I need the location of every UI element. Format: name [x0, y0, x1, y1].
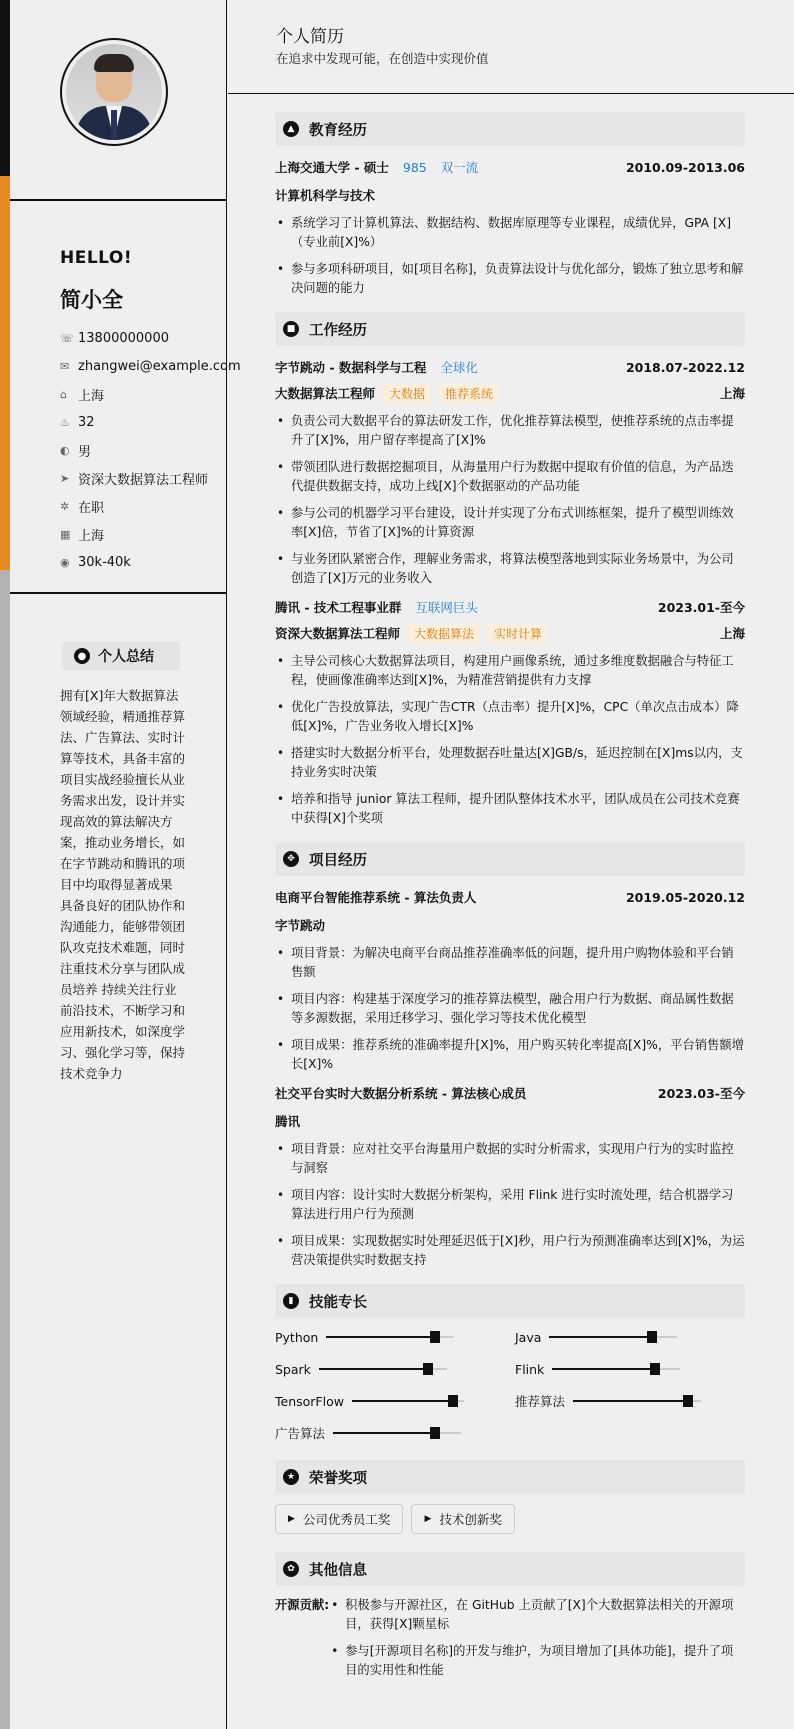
company-name: 腾讯 - 技术工程事业群 [275, 600, 402, 615]
page-subtitle: 在追求中发现可能，在创造中实现价值 [276, 51, 489, 66]
skill-bar [549, 1336, 677, 1338]
avatar [60, 38, 168, 146]
contact-position: ➤ 资深大数据算法工程师 [60, 471, 209, 488]
job-role: 大数据算法工程师 [275, 386, 376, 401]
contact-gender: ◐ 男 [60, 443, 92, 460]
play-icon: ▶ [424, 1514, 432, 1524]
list-item: • 项目内容：设计实时大数据分析架构，采用 Flink 进行实时流处理，结合机器学习算法进行用户行为预测 [275, 1186, 745, 1224]
contact-city: ⌂ 上海 [60, 387, 105, 404]
page-header [228, 0, 794, 94]
company-tag: 全球化 [440, 360, 478, 375]
skill-advertising: 广告算法 [275, 1424, 515, 1442]
role-tag: 推荐系统 [439, 384, 499, 403]
skill-python: Python [275, 1328, 515, 1346]
contact-phone: ☏ 13800000000 [60, 330, 169, 346]
school-tag: 985 [402, 159, 427, 175]
skill-knob [650, 1363, 660, 1375]
contact-age: ♨ 32 [60, 414, 95, 430]
gender-icon: ◐ [60, 443, 70, 457]
age-icon: ♨ [60, 415, 70, 429]
education-section [275, 112, 745, 298]
list-item: • 主导公司核心大数据算法项目，构建用户画像系统，通过多维度数据融合与特征工程，使画像准确率达到[X]%，为精准营销提供有力支撑 [275, 652, 745, 690]
skill-recommendation: 推荐算法 [515, 1392, 745, 1410]
job-location: 上海 [719, 386, 745, 401]
candidate-name: 简小全 [60, 288, 123, 312]
building-icon: ▦ [60, 527, 71, 541]
awards-header: ★ 荣誉奖项 [275, 1460, 745, 1494]
awards-section [275, 1460, 745, 1534]
list-item: • 项目成果：实现数据实时处理延迟低于[X]秒，用户行为预测准确率达到[X]%，为运营决策提供实时数据支持 [275, 1232, 745, 1270]
skills-section [275, 1284, 745, 1442]
skill-flink: Flink [515, 1360, 745, 1378]
hello-text: HELLO! [60, 248, 133, 268]
company-tag: 互联网巨头 [415, 600, 478, 615]
work-section [275, 312, 745, 828]
job-role: 资深大数据算法工程师 [275, 626, 401, 641]
bar-chart-icon: ▮ [283, 1293, 299, 1309]
work-header: ■ 工作经历 [275, 312, 745, 346]
contact-location: ▦ 上海 [60, 527, 105, 544]
skill-knob [430, 1331, 440, 1343]
play-icon: ▶ [288, 1514, 295, 1524]
skill-bar [352, 1400, 464, 1402]
list-item: • 积极参与开源社区，在 GitHub 上贡献了[X]个大数据算法相关的开源项目，获得[X]颗星标 [329, 1596, 745, 1634]
list-item: • 系统学习了计算机算法、数据结构、数据库原理等专业课程，成绩优异，GPA [X]（专业前[X]%） [275, 214, 745, 252]
send-icon: ➤ [60, 471, 70, 485]
education-header: ▲ 教育经历 [275, 112, 745, 146]
skill-bar [573, 1400, 701, 1402]
other-header: ✿ 其他信息 [275, 1552, 745, 1586]
skill-knob [430, 1427, 440, 1439]
school-tag: 双一流 [440, 160, 479, 175]
list-item: • 参与[开源项目名称]的开发与维护，为项目增加了[具体功能]，提升了项目的实用性和性能 [329, 1642, 745, 1680]
status-icon: ✲ [60, 499, 70, 513]
list-item: • 带领团队进行数据挖掘项目，从海量用户行为数据中提取有价值的信息，为产品迭代提供数据支持，成功上线[X]个数据驱动的产品功能 [275, 458, 745, 496]
list-item: • 培养和指导 junior 算法工程师，提升团队整体技术水平，团队成员在公司技术竞赛中获得[X]个奖项 [275, 790, 745, 828]
sidebar [10, 0, 241, 1729]
role-tag: 大数据 [383, 384, 431, 403]
other-label: 开源贡献: [275, 1598, 330, 1612]
graduation-cap-icon: ▲ [283, 121, 299, 137]
skill-knob [423, 1363, 433, 1375]
skill-knob [683, 1395, 693, 1407]
skill-java: Java [515, 1328, 745, 1346]
list-item: • 项目背景：为解决电商平台商品推荐准确率低的问题，提升用户购物体验和平台销售额 [275, 944, 745, 982]
phone-icon: ☏ [60, 331, 74, 345]
project-name: 电商平台智能推荐系统 - 算法负责人 [275, 890, 477, 905]
major: 计算机科学与技术 [275, 188, 376, 203]
skill-knob [448, 1395, 458, 1407]
projects-section [275, 842, 745, 1270]
job-location: 上海 [719, 626, 745, 641]
list-item: • 与业务团队紧密合作，理解业务需求，将算法模型落地到实际业务场景中，为公司创造了[X]万元的业务收入 [275, 550, 745, 588]
project-date: 2023.03-至今 [657, 1086, 745, 1101]
award-icon: ★ [283, 1469, 299, 1485]
mail-icon: ✉ [60, 359, 70, 373]
other-section [275, 1552, 745, 1688]
contact-email: ✉ zhangwei@example.com [60, 358, 241, 374]
info-icon: ✿ [283, 1561, 299, 1577]
contact-salary: ◉ 30k-40k [60, 554, 131, 570]
education-date: 2010.09-2013.06 [625, 159, 745, 175]
company-name: 字节跳动 - 数据科学与工程 [275, 360, 427, 375]
award-badge: ▶ 公司优秀员工奖 [275, 1504, 403, 1534]
user-icon: ● [74, 648, 90, 664]
project-name: 社交平台实时大数据分析系统 - 算法核心成员 [275, 1086, 527, 1101]
skill-spark: Spark [275, 1360, 515, 1378]
list-item: • 优化广告投放算法，实现广告CTR（点击率）提升[X]%，CPC（单次点击成本）降低[X]%，广告业务收入增长[X]% [275, 698, 745, 736]
list-item: • 负责公司大数据平台的算法研发工作，优化推荐算法模型，使推荐系统的点击率提升了[X]%，用户留存率提高了[X]% [275, 412, 745, 450]
list-item: • 项目背景：应对社交平台海量用户数据的实时分析需求，实现用户行为的实时监控与洞察 [275, 1140, 745, 1178]
skill-bar [552, 1368, 680, 1370]
role-tag: 大数据算法 [408, 624, 480, 643]
page-title: 个人简历 [276, 27, 344, 47]
school-name: 上海交通大学 - 硕士 [275, 160, 389, 175]
skill-knob [647, 1331, 657, 1343]
role-tag: 实时计算 [488, 624, 548, 643]
briefcase-icon: ■ [283, 321, 299, 337]
skill-bar [326, 1336, 454, 1338]
skill-bar [319, 1368, 447, 1370]
list-item: • 参与公司的机器学习平台建设，设计并实现了分布式训练框架，提升了模型训练效率[X]倍，节省了[X]%的计算资源 [275, 504, 745, 542]
money-icon: ◉ [60, 555, 70, 569]
job-date: 2023.01-至今 [657, 600, 745, 615]
project-org: 腾讯 [275, 1114, 301, 1129]
skills-header: ▮ 技能专长 [275, 1284, 745, 1318]
skill-tensorflow: TensorFlow [275, 1392, 515, 1410]
project-date: 2019.05-2020.12 [625, 889, 745, 905]
list-item: • 搭建实时大数据分析平台，处理数据吞吐量达[X]GB/s，延迟控制在[X]ms以内，支持业务实时决策 [275, 744, 745, 782]
list-item: • 项目成果：推荐系统的准确率提升[X]%，用户购买转化率提高[X]%，平台销售额增长[X]% [275, 1036, 745, 1074]
main-content [275, 112, 745, 1688]
grid-icon: ✥ [283, 851, 299, 867]
projects-header: ✥ 项目经历 [275, 842, 745, 876]
summary-text: 拥有[X]年大数据算法领域经验，精通推荐算法、广告算法、实时计算等技术，具备丰富的项目实战经验擅长从业务需求出发，设计并实现高效的算法解决方案，推动业务增长，如在字节跳动和腾讯的项目中均取得显著成果 具备良好的团队协作和沟通能力，能够带领团队攻克技术难题，同时注重技术分享与团队成员培养 持续关注行业前沿技术，不断学习和应用新技术，如深度学习、强化学习等，保持技术竞争力 [60, 688, 186, 1081]
contact-list [60, 324, 241, 576]
award-badge: ▶ 技术创新奖 [411, 1504, 514, 1534]
job-date: 2018.07-2022.12 [625, 359, 745, 375]
list-item: • 参与多项科研项目，如[项目名称]，负责算法设计与优化部分，锻炼了独立思考和解决问题的能力 [275, 260, 745, 298]
home-icon: ⌂ [60, 387, 67, 401]
list-item: • 项目内容：构建基于深度学习的推荐算法模型，融合用户行为数据、商品属性数据等多源数据，采用迁移学习、强化学习等技术优化模型 [275, 990, 745, 1028]
summary-title: ● 个人总结 [62, 642, 180, 670]
contact-status: ✲ 在职 [60, 499, 105, 516]
project-org: 字节跳动 [275, 918, 326, 933]
skill-bar [333, 1432, 461, 1434]
